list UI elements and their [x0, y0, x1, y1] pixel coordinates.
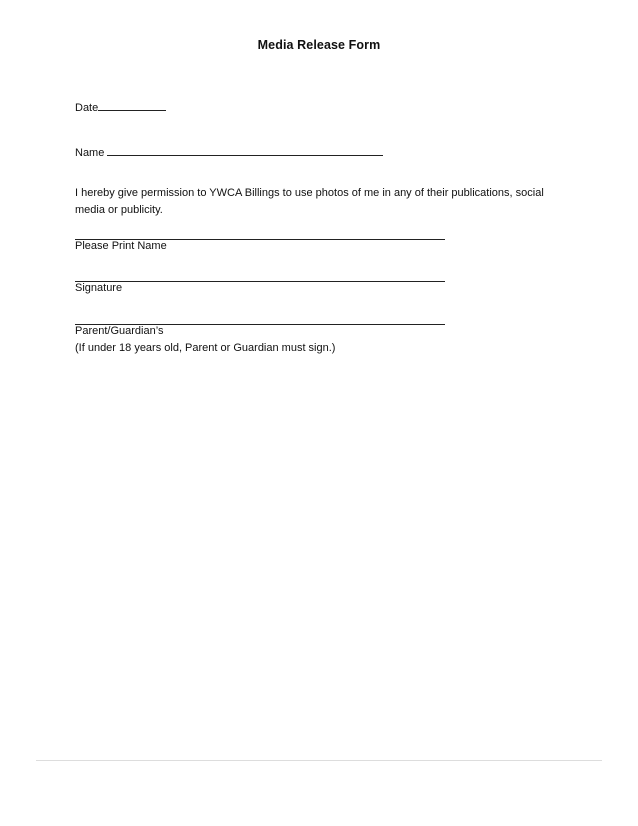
permission-statement: I hereby give permission to YWCA Billings to use photos of me in any of their publications, social media or publicity. [75, 187, 544, 216]
signature-line[interactable] [75, 281, 445, 282]
date-blank-line[interactable] [98, 100, 166, 111]
guardian-label: Parent/Guardian’s [75, 325, 164, 337]
guardian-note: (If under 18 years old, Parent or Guardian must sign.) [75, 342, 336, 354]
name-blank-line[interactable] [107, 145, 383, 156]
name-label: Name [75, 147, 105, 159]
signature-label: Signature [75, 282, 123, 294]
date-label: Date [75, 102, 99, 114]
name-field [75, 145, 383, 161]
page-title: Media Release Form [257, 38, 381, 52]
print-name-label: Please Print Name [75, 240, 167, 252]
date-field [75, 100, 166, 116]
page-footer-divider [36, 760, 602, 761]
